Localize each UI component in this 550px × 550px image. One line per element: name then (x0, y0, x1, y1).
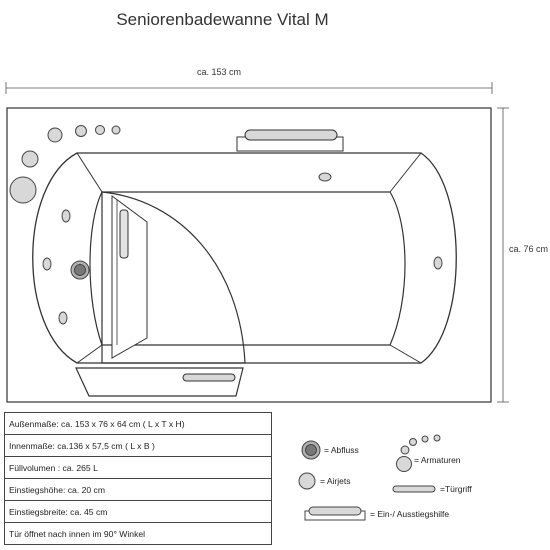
spec-fill-volume: Füllvolumen : ca. 265 L (5, 457, 272, 479)
top-grab-bar (245, 130, 337, 140)
height-dimension-label: ca. 76 cm (509, 244, 549, 254)
legend-drain-label: = Abfluss (324, 445, 359, 455)
drain-symbol (71, 261, 89, 279)
step-grab-bar (183, 374, 235, 381)
legend-fittings-icon (397, 435, 441, 472)
legend-grab-bar-label: = Ein-/ Ausstiegshilfe (370, 509, 450, 519)
spec-outer-dimensions: Außenmaße: ca. 153 x 76 x 64 cm ( L x T x H) (5, 413, 272, 435)
spec-entry-width: Einstiegsbreite: ca. 45 cm (5, 501, 272, 523)
entry-step (76, 368, 243, 396)
door-handle (120, 210, 128, 258)
spec-inner-dimensions: Innenmaße: ca.136 x 57,5 cm ( L x B ) (5, 435, 272, 457)
height-dimension-line (497, 108, 509, 402)
width-dimension-line (6, 82, 492, 94)
page-title: Seniorenbadewanne Vital M (116, 10, 329, 29)
spec-door-opening: Tür öffnet nach innen im 90° Winkel (5, 523, 272, 545)
legend-airjet-icon (299, 473, 315, 489)
legend-fittings-label: = Armaturen (414, 455, 461, 465)
legend-airjets-label: = Airjets (320, 476, 351, 486)
spec-entry-height: Einstiegshöhe: ca. 20 cm (5, 479, 272, 501)
legend-door-handle-icon (393, 486, 435, 492)
legend-drain-icon (302, 441, 320, 459)
specification-table (4, 412, 272, 545)
legend-door-handle-label: =Türgriff (440, 484, 472, 494)
legend-grab-bar-icon (305, 507, 365, 520)
width-dimension-label: ca. 153 cm (197, 67, 242, 77)
